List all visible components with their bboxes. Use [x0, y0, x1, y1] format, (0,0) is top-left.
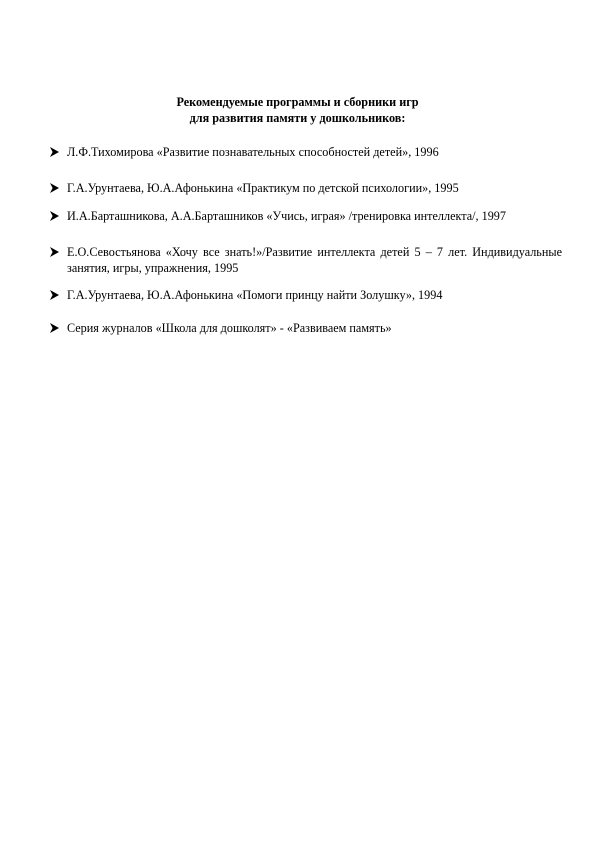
- arrow-bullet-icon: [50, 211, 59, 221]
- list-item: [50, 208, 562, 224]
- list-item-text: Серия журналов «Школа для дошколят» - «Развиваем память»: [67, 321, 392, 335]
- arrow-bullet-icon: [50, 183, 59, 193]
- list-item-text: И.А.Барташникова, А.А.Барташников «Учись, играя» /тренировка интеллекта/, 1997: [67, 209, 506, 223]
- arrow-bullet-icon: [50, 290, 59, 300]
- recommended-list: [50, 144, 562, 336]
- title-line-2: для развития памяти у дошкольников:: [189, 111, 406, 125]
- arrow-bullet-icon: [50, 147, 59, 157]
- list-item: [50, 180, 562, 196]
- arrow-bullet-icon: [50, 323, 59, 333]
- list-item-text: Г.А.Урунтаева, Ю.А.Афонькина «Практикум по детской психологии», 1995: [67, 181, 459, 195]
- arrow-bullet-icon: [50, 247, 59, 257]
- list-item-text: Г.А.Урунтаева, Ю.А.Афонькина «Помоги принцу найти Золушку», 1994: [67, 288, 443, 302]
- list-item: [50, 144, 562, 160]
- list-item: [50, 320, 562, 336]
- list-item: [50, 244, 562, 276]
- title-line-1: Рекомендуемые программы и сборники игр: [176, 95, 419, 109]
- list-item: [50, 287, 562, 303]
- page-title: [0, 94, 595, 126]
- list-item-text: Л.Ф.Тихомирова «Развитие познавательных способностей детей», 1996: [67, 145, 439, 159]
- list-item-text: Е.О.Севостьянова «Хочу все знать!»/Развитие интеллекта детей 5 – 7 лет. Индивидуальные занятия, игры, упражнения, 1995: [67, 245, 562, 275]
